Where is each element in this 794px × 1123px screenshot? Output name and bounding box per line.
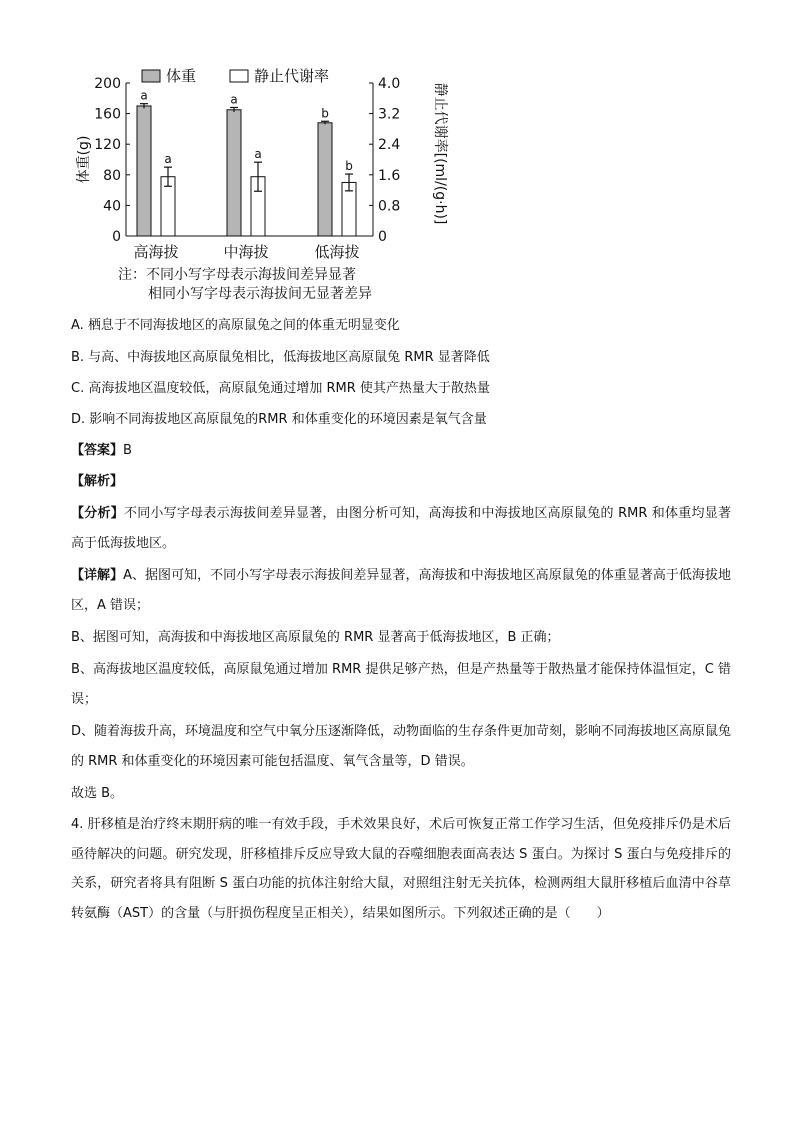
- answer-value: B: [123, 443, 132, 458]
- answer-line: [71, 443, 132, 459]
- category-label: 高海拔: [133, 243, 179, 261]
- analysis-text: 不同小写字母表示海拔间差异显著，由图分析可知，高海拔和中海拔地区高原鼠兔的 RMR 和体重均显著高于低海拔地区。: [71, 506, 731, 551]
- bar-weight: [318, 123, 332, 236]
- right-tick-label: 4.0: [378, 76, 401, 92]
- option-d: D. 影响不同海拔地区高原鼠兔的RMR 和体重变化的环境因素是氧气含量: [71, 412, 487, 427]
- significance-label-rmr: a: [164, 152, 172, 167]
- detail-label: 【详解】: [71, 568, 124, 583]
- left-tick-label: 120: [94, 137, 121, 154]
- right-tick-label: 3.2: [378, 106, 401, 123]
- bar-weight: [137, 106, 151, 236]
- legend-label-weight: 体重: [166, 67, 197, 85]
- detail-line-d: D、随着海拔升高，环境温度和空气中氧分压逐渐降低，动物面临的生存条件更加苛刻，影响不同海拔地区高原鼠兔的 RMR 和体重变化的环境因素可能包括温度、氧气含量等，D 错误。: [71, 724, 732, 769]
- detail-line-b2: B、高海拔地区温度较低，高原鼠兔通过增加 RMR 提供足够产热，但是产热量等于散热量才能保持体温恒定，C 错误；: [71, 662, 731, 707]
- detail-paragraph: [71, 561, 731, 620]
- analysis-heading: [71, 474, 123, 490]
- conclusion: 故选 B。: [71, 786, 124, 801]
- significance-label-rmr: a: [254, 147, 262, 162]
- chart-note-line1: 注：不同小写字母表示海拔间差异显著: [118, 267, 356, 283]
- left-tick-label: 40: [103, 198, 121, 215]
- chart-note-line2: 相同小写字母表示海拔间无显著差异: [148, 286, 372, 302]
- analysis-label: 【分析】: [71, 506, 124, 521]
- category-label: 中海拔: [223, 243, 269, 261]
- significance-label-weight: a: [140, 88, 148, 103]
- left-tick-label: 0: [112, 229, 121, 245]
- option-a: A. 栖息于不同海拔地区的高原鼠兔之间的体重无明显变化: [71, 318, 400, 333]
- analysis-paragraph: [71, 499, 731, 558]
- legend-swatch-rmr: [230, 70, 248, 82]
- bar-weight: [227, 110, 241, 236]
- significance-label-weight: b: [321, 106, 329, 121]
- right-tick-label: 0.8: [378, 198, 401, 215]
- legend-label-rmr: 静止代谢率: [254, 67, 330, 85]
- significance-label-weight: a: [230, 92, 238, 107]
- left-axis-title: 体重(g): [76, 135, 92, 184]
- legend-swatch-weight: [142, 70, 160, 82]
- category-label: 低海拔: [314, 243, 360, 261]
- right-tick-label: 2.4: [378, 137, 401, 154]
- detail-line-b1: B、据图可知，高海拔和中海拔地区高原鼠兔的 RMR 显著高于低海拔地区，B 正确；: [71, 630, 560, 645]
- left-tick-label: 80: [103, 167, 121, 184]
- left-tick-label: 160: [94, 106, 121, 123]
- left-tick-label: 200: [94, 76, 121, 92]
- right-axis-title: 静止代谢率[(ml/(g·h)]: [432, 82, 448, 225]
- analysis-heading-label: 【解析】: [71, 474, 124, 489]
- question-4: 4. 肝移植是治疗终末期肝病的唯一有效手段，手术效果良好，术后可恢复正常工作学习生活，但免疫排斥仍是术后亟待解决的问题。研究发现，肝移植排斥反应导致大鼠的吞噬细胞表面高表达 S 蛋白。为探讨 S 蛋白与免疫排斥的关系，研究者将具有阻断 S 蛋白功能的抗体注射给大鼠，对照组注射无关抗体，检测两组大鼠肝移植后血清中谷草转氨酶（AST）的含量（与肝损伤程度呈正相关），结果如图所示。下列叙述正确的是（ ）: [71, 817, 731, 921]
- right-tick-label: 1.6: [378, 167, 401, 184]
- answer-label: 【答案】: [71, 443, 124, 458]
- right-tick-label: 0: [378, 229, 387, 245]
- significance-label-rmr: b: [345, 159, 353, 174]
- option-b: B. 与高、中海拔地区高原鼠兔相比，低海拔地区高原鼠兔 RMR 显著降低: [71, 350, 490, 365]
- detail-text: A、据图可知，不同小写字母表示海拔间差异显著，高海拔和中海拔地区高原鼠兔的体重显著高于低海拔地区，A 错误；: [71, 568, 731, 613]
- option-c: C. 高海拔地区温度较低，高原鼠兔通过增加 RMR 使其产热量大于散热量: [71, 381, 490, 396]
